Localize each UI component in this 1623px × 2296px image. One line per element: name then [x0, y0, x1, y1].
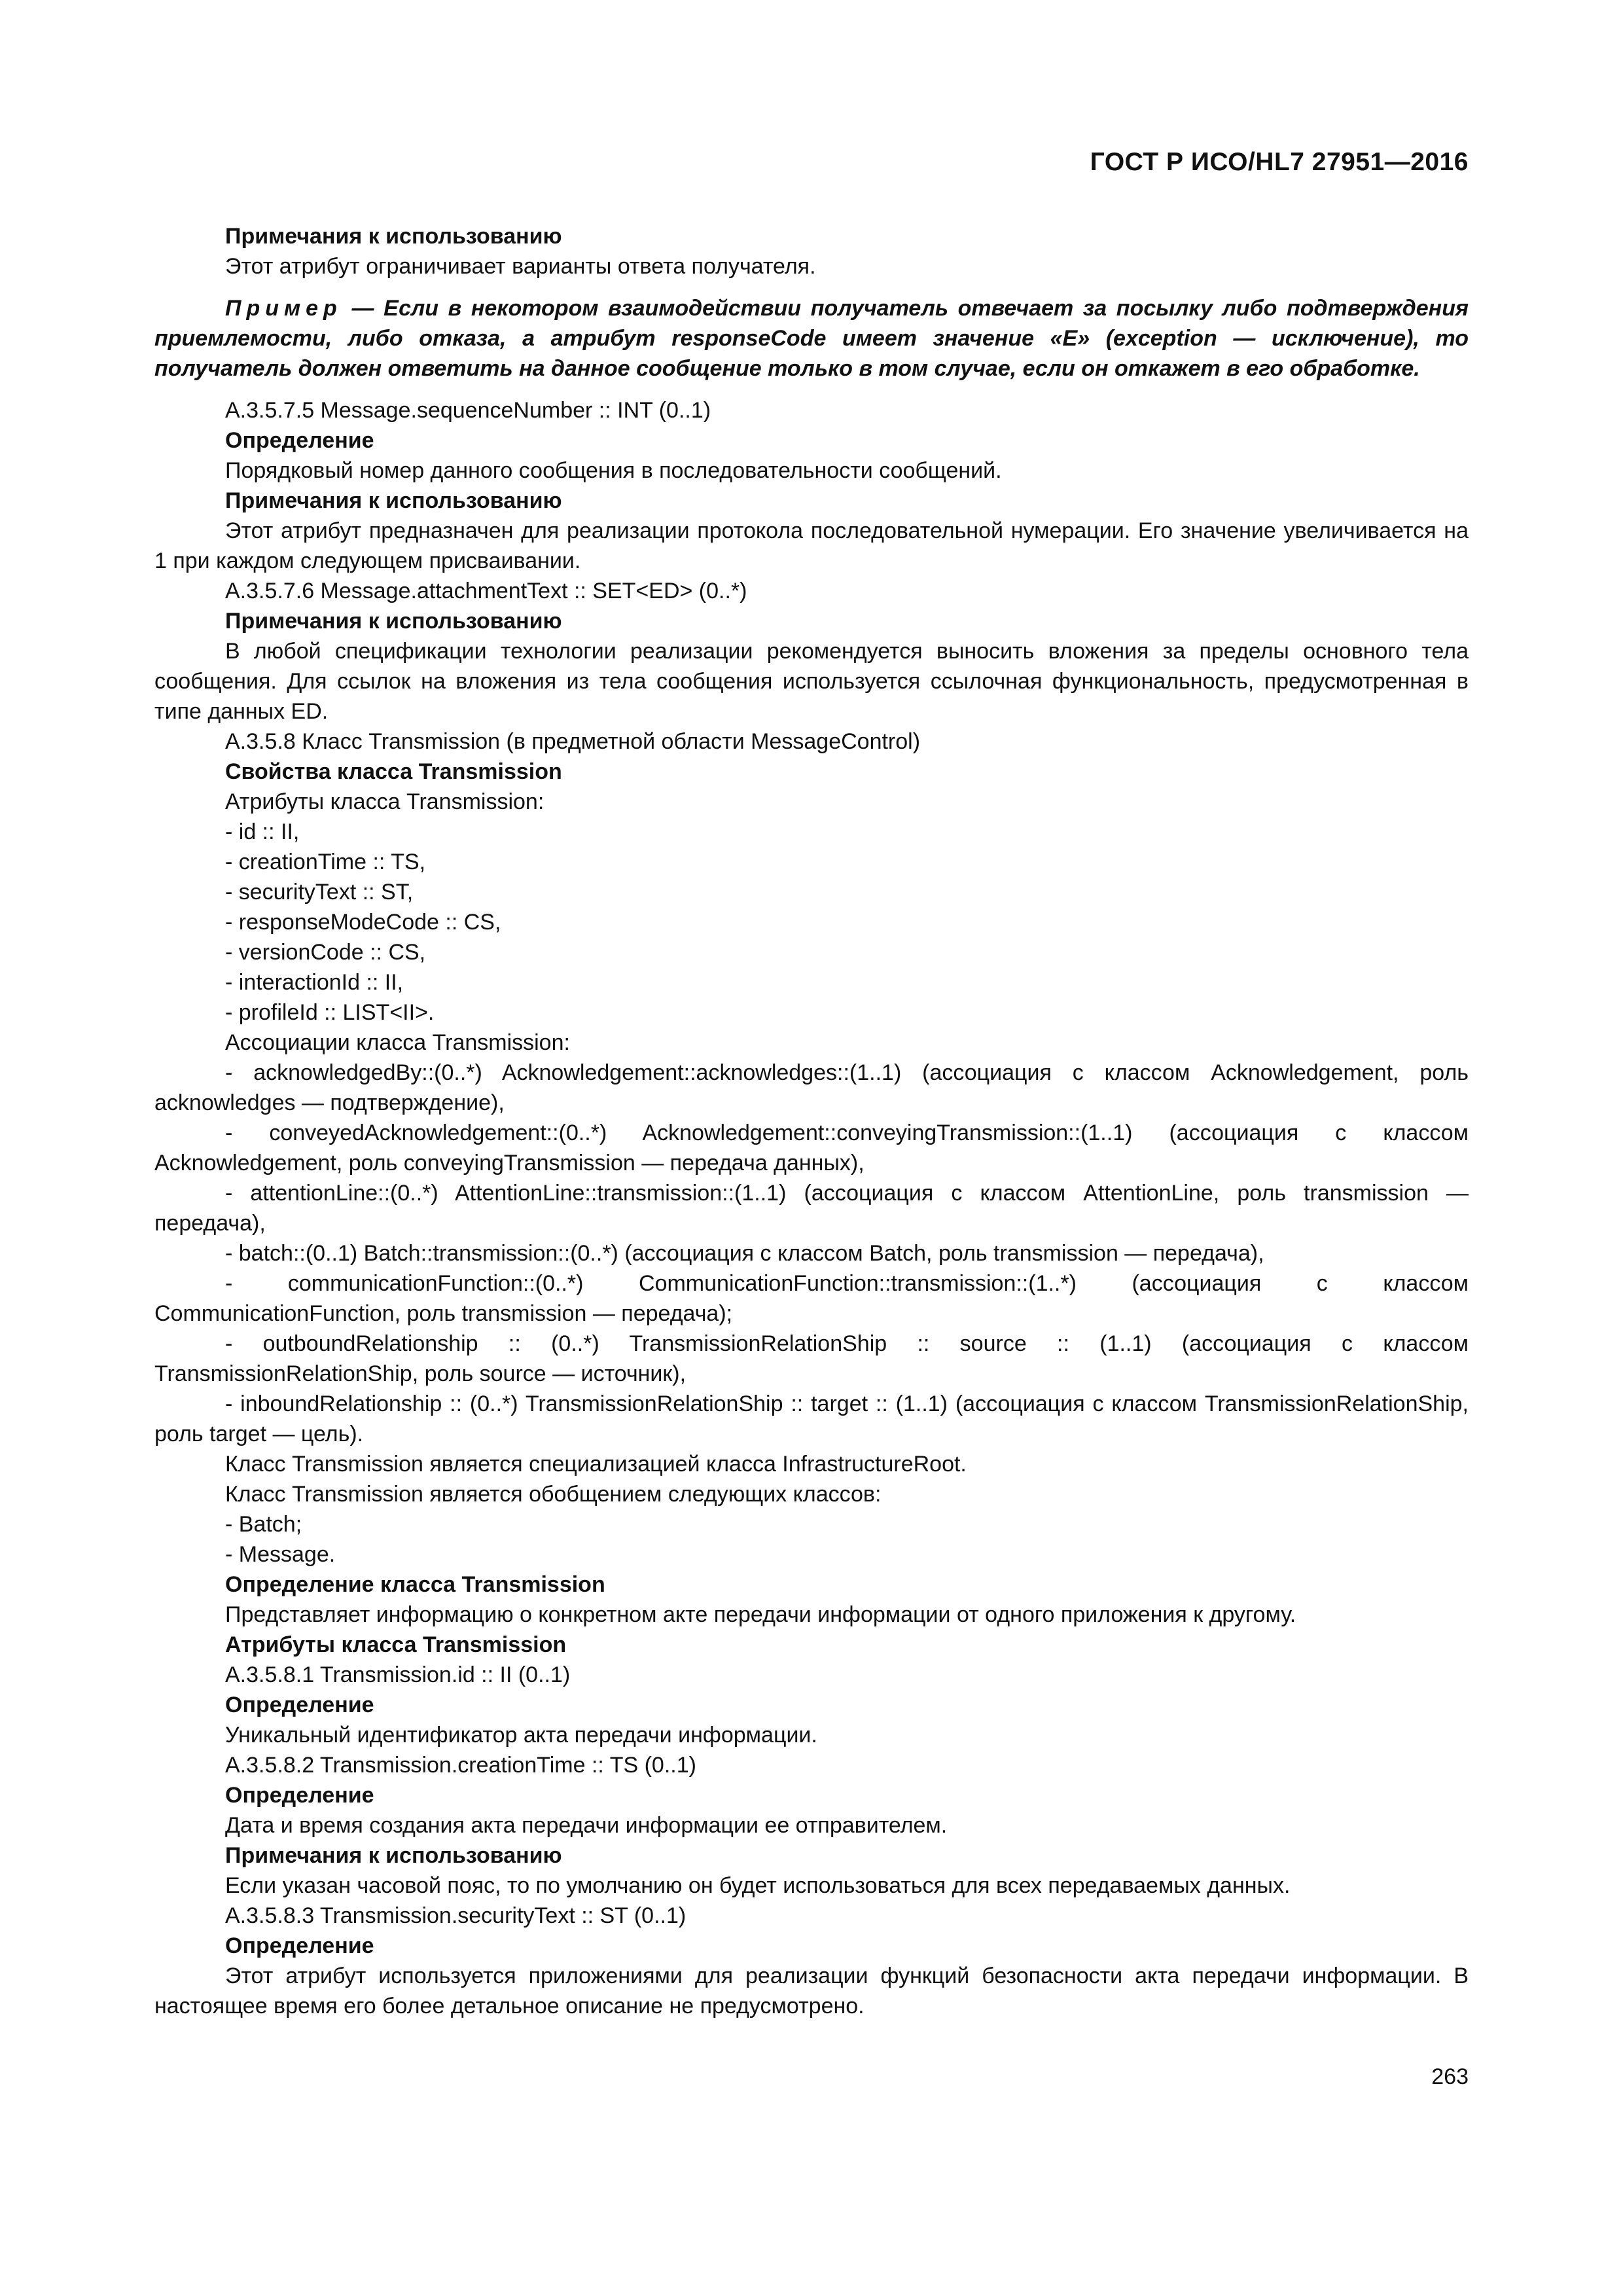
paragraph [154, 1268, 1469, 1329]
paragraph-text: Этот атрибут используется приложениями для реализации функций безопасности акта передачи информации. В настоящее время его более детальное описание не предусмотрено. [154, 1964, 1469, 2018]
paragraph [154, 726, 1469, 757]
paragraph [154, 1750, 1469, 1780]
paragraph [154, 1118, 1469, 1178]
paragraph-text: Атрибуты класса Transmission: [225, 789, 544, 814]
paragraph [154, 787, 1469, 817]
paragraph [154, 251, 1469, 281]
paragraph-text: A.3.5.8.2 Transmission.creationTime :: TS (0..1) [225, 1753, 696, 1778]
paragraph [154, 1931, 1469, 1961]
paragraph [154, 606, 1469, 636]
paragraph-text: Определение [225, 1933, 374, 1958]
paragraph-text: A.3.5.8.3 Transmission.securityText :: ST (0..1) [225, 1903, 687, 1928]
paragraph-text: - attentionLine::(0..*) AttentionLine::transmission::(1..1) (ассоциация с классом AttentionLine, роль transmission — передача), [154, 1181, 1469, 1236]
paragraph: Пример — Если в некотором взаимодействии получатель отвечает за посылку либо подтверждения приемлемости, либо отказа, а атрибут responseCode имеет значение «E» (exception — исключение), то получатель должен ответить на данное сообщение только в том случае, если он откажет в его обработке. [154, 296, 1469, 381]
paragraph-text: Примечания к использованию [225, 609, 562, 634]
paragraph [154, 1780, 1469, 1810]
paragraph [154, 1810, 1469, 1840]
paragraph-text: A.3.5.7.6 Message.attachmentText :: SET<ED> (0..*) [225, 579, 747, 603]
paragraph [154, 937, 1469, 967]
paragraph [154, 1329, 1469, 1389]
paragraph-text: - Message. [225, 1542, 336, 1567]
page-number: 263 [1431, 2064, 1469, 2089]
paragraph [154, 1238, 1469, 1268]
paragraph-text: A.3.5.7.5 Message.sequenceNumber :: INT (0..1) [225, 398, 711, 423]
paragraph [154, 997, 1469, 1028]
paragraph [154, 1660, 1469, 1690]
paragraph-text: Этот атрибут ограничивает варианты ответа получателя. [225, 254, 816, 279]
paragraph-text: Примечания к использованию [225, 224, 562, 249]
paragraph-text: - versionCode :: CS, [225, 940, 426, 965]
paragraph-text: Свойства класса Transmission [225, 759, 562, 784]
paragraph [154, 757, 1469, 787]
paragraph [154, 425, 1469, 456]
paragraph-text: Этот атрибут предназначен для реализации протокола последовательной нумерации. Его значение увеличивается на 1 при каждом следующем присваивании. [154, 518, 1469, 573]
paragraph [154, 1961, 1469, 2021]
paragraph-text: Класс Transmission является специализацией класса InfrastructureRoot. [225, 1452, 967, 1477]
paragraph-text: - profileId :: LIST<II>. [225, 1000, 435, 1025]
paragraph [154, 1389, 1469, 1449]
paragraph [154, 967, 1469, 997]
paragraph-text: Порядковый номер данного сообщения в последовательности сообщений. [225, 458, 1002, 483]
paragraph-text: - interactionId :: II, [225, 970, 404, 995]
paragraph-text: - communicationFunction::(0..*) CommunicationFunction::transmission::(1..*) (ассоциация с классом CommunicationFunction, роль transmission — передача); [154, 1271, 1469, 1326]
paragraph-text: Ассоциации класса Transmission: [225, 1030, 570, 1055]
paragraph-text: Представляет информацию о конкретном акте передачи информации от одного приложения к другому. [225, 1602, 1296, 1627]
paragraph [154, 1449, 1469, 1479]
paragraph-text: Примечания к использованию [225, 1843, 562, 1868]
example-lead: Пример [225, 296, 342, 321]
paragraph [154, 907, 1469, 937]
paragraph-text: - id :: II, [225, 819, 300, 844]
paragraph-text: Атрибуты класса Transmission [225, 1632, 567, 1657]
paragraph-text: Если указан часовой пояс, то по умолчанию он будет использоваться для всех передаваемых данных. [225, 1873, 1291, 1898]
paragraph-text: - conveyedAcknowledgement::(0..*) Acknowledgement::conveyingTransmission::(1..1) (ассоциация с классом Acknowledgement, роль conveyingTransmission — передача данных), [154, 1121, 1469, 1175]
paragraph [154, 1570, 1469, 1600]
document-header: ГОСТ Р ИСО/HL7 27951—2016 [1090, 148, 1469, 176]
paragraph-text: - creationTime :: TS, [225, 850, 426, 874]
paragraph-text: Класс Transmission является обобщением следующих классов: [225, 1482, 882, 1507]
paragraph-text: Определение [225, 1693, 374, 1717]
paragraph-text: - inboundRelationship :: (0..*) TransmissionRelationShip :: target :: (1..1) (ассоциация с классом TransmissionRelationShip, роль target — цель). [154, 1391, 1469, 1446]
paragraph [154, 817, 1469, 847]
paragraph-text: - responseModeCode :: CS, [225, 910, 501, 935]
paragraph-text: Если в некотором взаимодействии получатель отвечает за посылку либо подтверждения приемлемости, либо отказа, а атрибут responseCode имеет значение «E» (exception — исключение), то получатель должен ответить на данное сообщение только в том случае, если он откажет в его обработке. [154, 296, 1469, 381]
paragraph-text: Определение [225, 1783, 374, 1808]
paragraph-text: A.3.5.8 Класс Transmission (в предметной области MessageControl) [225, 729, 921, 754]
paragraph-text: Уникальный идентификатор акта передачи информации. [225, 1723, 817, 1748]
paragraph [154, 1840, 1469, 1871]
paragraph [154, 1178, 1469, 1238]
paragraph [154, 456, 1469, 486]
document-body [154, 221, 1469, 2021]
paragraph-text: Определение класса Transmission [225, 1572, 605, 1597]
paragraph [154, 221, 1469, 251]
paragraph-text: - outboundRelationship :: (0..*) TransmissionRelationShip :: source :: (1..1) (ассоциация с классом TransmissionRelationShip, роль source — источник), [154, 1331, 1469, 1386]
paragraph [154, 1028, 1469, 1058]
paragraph [154, 486, 1469, 516]
paragraph [154, 576, 1469, 606]
paragraph [154, 877, 1469, 907]
paragraph-text: Определение [225, 428, 374, 453]
paragraph-text: A.3.5.8.1 Transmission.id :: II (0..1) [225, 1662, 571, 1687]
paragraph-text: Примечания к использованию [225, 488, 562, 513]
paragraph [154, 395, 1469, 425]
paragraph [154, 1630, 1469, 1660]
paragraph-text: - acknowledgedBy::(0..*) Acknowledgement::acknowledges::(1..1) (ассоциация с классом Acknowledgement, роль acknowledges — подтверждение), [154, 1060, 1469, 1115]
paragraph [154, 1871, 1469, 1901]
paragraph-text: В любой спецификации технологии реализации рекомендуется выносить вложения за пределы основного тела сообщения. Для ссылок на вложения из тела сообщения используется ссылочная функциональность, предусмотренная в типе данных ED. [154, 639, 1469, 724]
paragraph [154, 636, 1469, 726]
paragraph [154, 516, 1469, 576]
paragraph [154, 1539, 1469, 1570]
paragraph-text: Дата и время создания акта передачи информации ее отправителем. [225, 1813, 948, 1838]
paragraph [154, 1058, 1469, 1118]
paragraph-text: - securityText :: ST, [225, 880, 414, 905]
paragraph [154, 1600, 1469, 1630]
paragraph-text: - Batch; [225, 1512, 302, 1537]
paragraph [154, 1479, 1469, 1509]
paragraph-text: - batch::(0..1) Batch::transmission::(0..*) (ассоциация с классом Batch, роль transmission — передача), [225, 1241, 1264, 1266]
paragraph [154, 1690, 1469, 1720]
paragraph [154, 1509, 1469, 1539]
paragraph [154, 847, 1469, 877]
paragraph [154, 1720, 1469, 1750]
paragraph [154, 1901, 1469, 1931]
